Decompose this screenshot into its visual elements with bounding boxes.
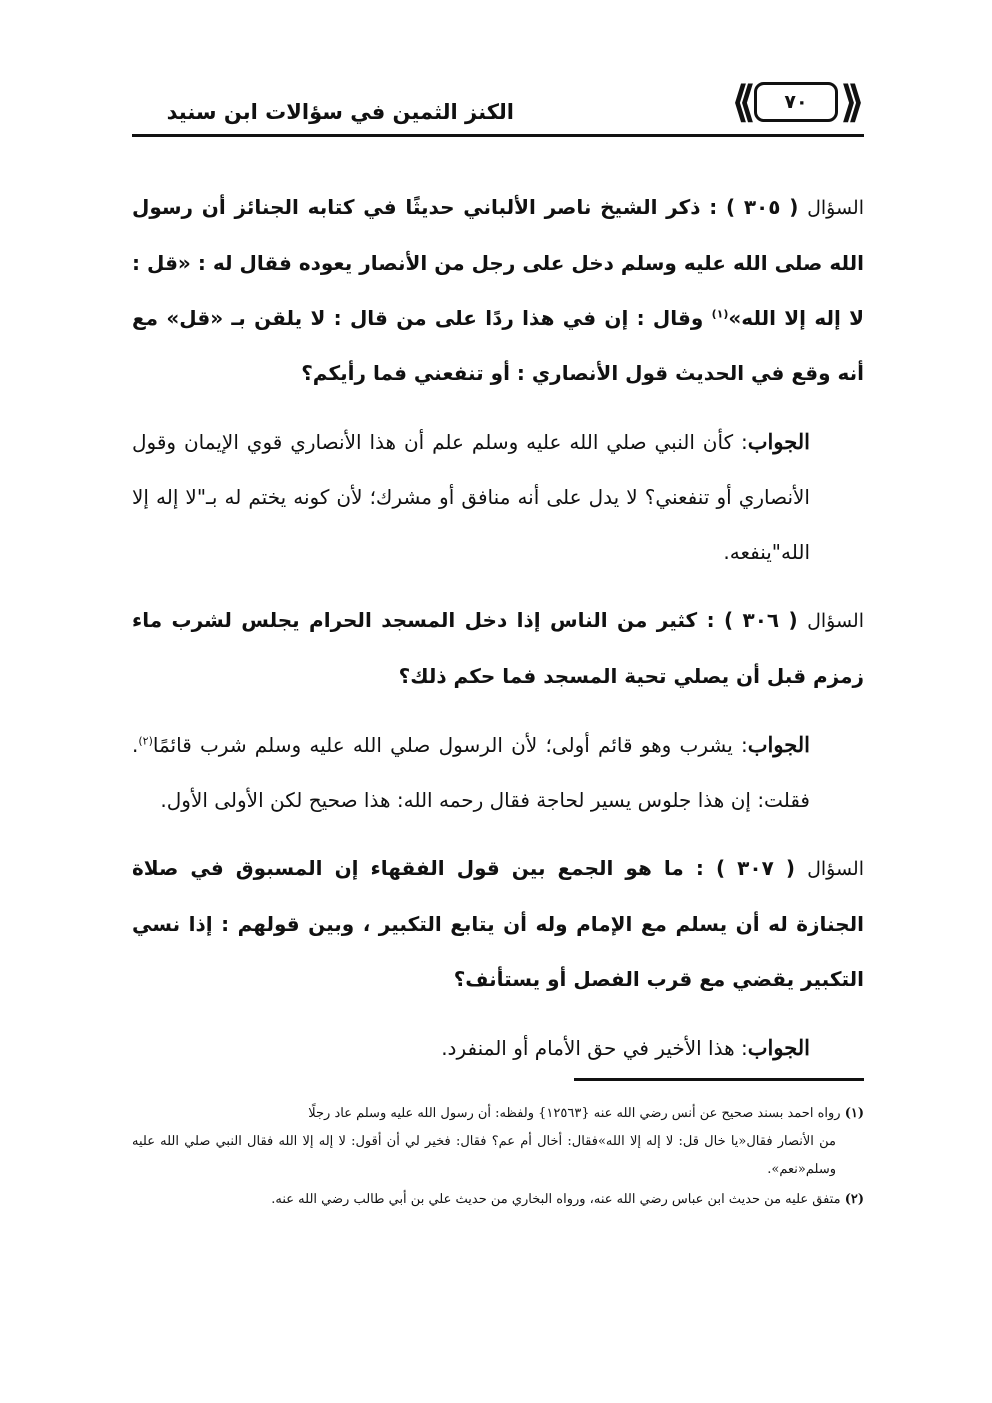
footnote-text-cont: من الأنصار فقال«يا خال قل: لا إله إلا الله»فقال: أخال أم عم؟ فقال: فخير لي أن أقول: لا إله إلا الله فقال النبي صلي الله عليه وسلم«نعم». xyxy=(132,1134,836,1177)
footnote-divider xyxy=(574,1078,864,1081)
page-number: ٧٠ xyxy=(784,91,808,113)
footnote-number: (١) xyxy=(844,1106,864,1121)
answer-306 xyxy=(132,717,864,828)
answer-label: الجواب xyxy=(747,732,810,757)
footnote-number: (٢) xyxy=(844,1192,864,1207)
ornament-bracket-left-icon: ⟪ xyxy=(732,77,756,126)
question-text: ( ٣٠٧ ) : ما هو الجمع بين قول الفقهاء إن المسبوق في صلاة الجنازة له أن يسلم مع الإمام وله أن يتابع التكبير ، وبين قولهم : إذا نسي التكبير يقضي مع قرب الفصل أو يستأنف؟ xyxy=(132,856,864,991)
footnotes xyxy=(132,1100,864,1216)
page-header xyxy=(132,78,864,138)
footnote-2 xyxy=(132,1186,864,1214)
book-title: الكنز الثمين في سؤالات ابن سنيد xyxy=(166,100,514,124)
question-text-cont: وقال : إن في هذا ردًا على من قال : لا يلقن بـ «قل» مع أنه وقع في الحديث قول الأنصاري : أو تنفعني فما رأيكم؟ xyxy=(132,306,864,385)
header-divider xyxy=(132,134,864,137)
answer-label: الجواب xyxy=(747,429,810,454)
footnote-text: متفق عليه من حديث ابن عباس رضي الله عنه، ورواه البخاري من حديث علي بن أبي طالب رضي الله عنه. xyxy=(271,1192,845,1207)
page-number-border xyxy=(754,82,838,122)
answer-305 xyxy=(132,414,864,580)
page-body xyxy=(132,180,864,1089)
answer-label: الجواب xyxy=(747,1035,810,1060)
footnote-1 xyxy=(132,1100,864,1184)
answer-text: : هذا الأخير في حق الأمام أو المنفرد. xyxy=(441,1036,748,1060)
answer-text: : يشرب وهو قائم أولى؛ لأن الرسول صلي الله عليه وسلم شرب قائمًا xyxy=(152,733,748,757)
question-label: السؤال xyxy=(807,197,864,219)
footnote-ref-2[interactable]: (٢) xyxy=(138,734,153,748)
question-text: ( ٣٠٦ ) : كثير من الناس إذا دخل المسجد الحرام يجلس لشرب ماء زمزم قبل أن يصلي تحية المسجد فما حكم ذلك؟ xyxy=(132,608,864,688)
question-306 xyxy=(132,593,864,704)
answer-text: : كأن النبي صلي الله عليه وسلم علم أن هذا الأنصاري قوي الإيمان وقول الأنصاري أو تنفعني؟ لا يدل على أنه منافق أو مشرك؛ لأن كونه يختم له بـ"لا إله إلا الله"ينفعه. xyxy=(132,430,810,564)
page-number-frame xyxy=(732,78,864,128)
question-307 xyxy=(132,841,864,1007)
ornament-bracket-right-icon: ⟫ xyxy=(840,77,864,126)
answer-text-cont: . فقلت: إن هذا جلوس يسير لحاجة فقال رحمه الله: هذا صحيح لكن الأولى الأول. xyxy=(132,733,810,812)
footnote-text: رواه احمد بسند صحيح عن أنس رضي الله عنه {١٢٥٦٣} ولفظه: أن رسول الله عليه وسلم عاد رجلًا xyxy=(308,1106,845,1121)
question-text: ( ٣٠٥ ) : ذكر الشيخ ناصر الألباني حديثًا في كتابه الجنائز أن رسول الله صلى الله عليه وسلم دخل على رجل من الأنصار يعوده فقال له : «قل : لا إله إلا الله» xyxy=(132,195,865,330)
question-305 xyxy=(132,180,864,401)
footnote-ref-1[interactable]: (١) xyxy=(711,307,729,321)
answer-307 xyxy=(132,1020,864,1076)
question-label: السؤال xyxy=(807,858,864,880)
question-label: السؤال xyxy=(807,610,864,632)
